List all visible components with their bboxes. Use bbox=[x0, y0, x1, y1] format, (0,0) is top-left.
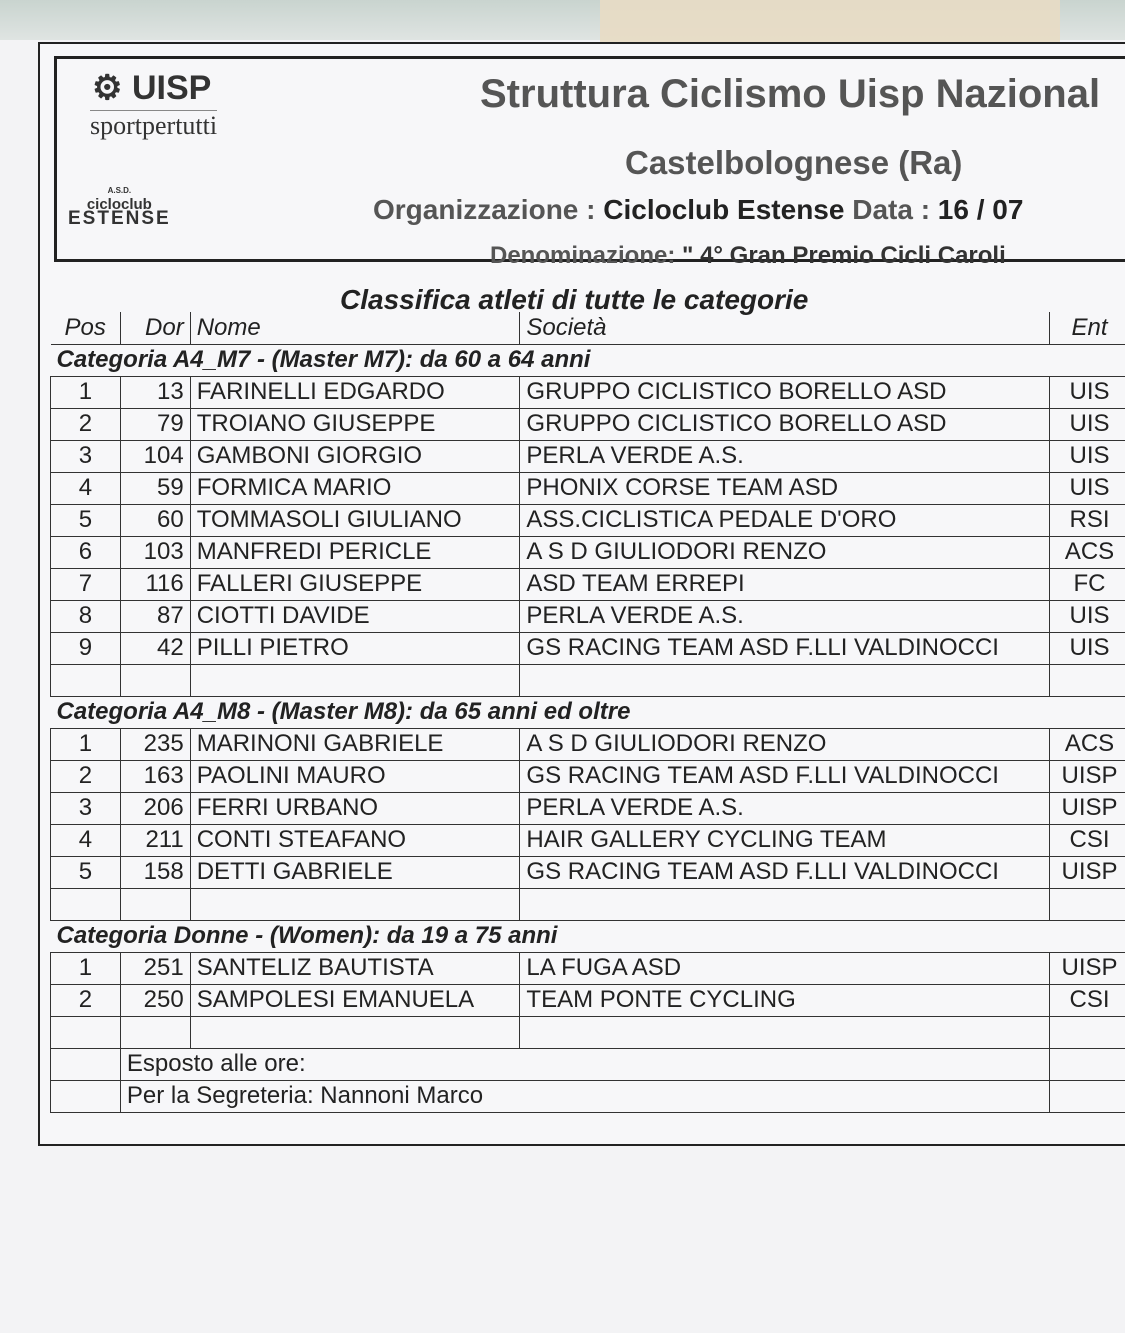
team-name: PERLA VERDE A.S. bbox=[520, 792, 1050, 824]
bib-number: 103 bbox=[120, 536, 190, 568]
team-name: ASD TEAM ERREPI bbox=[520, 568, 1050, 600]
empty-cell bbox=[1050, 1048, 1125, 1080]
bib-number: 60 bbox=[120, 504, 190, 536]
bib-number: 211 bbox=[120, 824, 190, 856]
athlete-name: SAMPOLESI EMANUELA bbox=[190, 984, 520, 1016]
empty-row bbox=[51, 664, 1125, 696]
position: 1 bbox=[51, 728, 121, 760]
empty-row bbox=[51, 1016, 1125, 1048]
team-name: ASS.CICLISTICA PEDALE D'ORO bbox=[520, 504, 1050, 536]
footer-row bbox=[51, 1080, 1125, 1112]
table-row bbox=[51, 952, 1125, 984]
team-name: PERLA VERDE A.S. bbox=[520, 600, 1050, 632]
position: 4 bbox=[51, 824, 121, 856]
athlete-name: FERRI URBANO bbox=[190, 792, 520, 824]
team-name: GS RACING TEAM ASD F.LLI VALDINOCCI bbox=[520, 632, 1050, 664]
table-row bbox=[51, 504, 1125, 536]
athlete-name: FORMICA MARIO bbox=[190, 472, 520, 504]
organization: ACS bbox=[1050, 728, 1125, 760]
organization: UISP bbox=[1050, 952, 1125, 984]
column-header-societa: Società bbox=[520, 312, 1050, 344]
column-header-ente: Ent bbox=[1050, 312, 1125, 344]
denomination-line bbox=[490, 242, 1006, 270]
doc-title: Struttura Ciclismo Uisp Nazional bbox=[480, 72, 1101, 116]
empty-cell bbox=[1050, 1080, 1125, 1112]
empty-cell bbox=[1050, 1016, 1125, 1048]
position: 7 bbox=[51, 568, 121, 600]
empty-cell bbox=[520, 888, 1050, 920]
table-row bbox=[51, 792, 1125, 824]
empty-cell bbox=[1050, 888, 1125, 920]
empty-cell bbox=[190, 664, 520, 696]
position: 3 bbox=[51, 440, 121, 472]
empty-row bbox=[51, 888, 1125, 920]
category-title: Categoria A4_M7 - (Master M7): da 60 a 64 anni bbox=[51, 344, 1125, 376]
footer-row bbox=[51, 1048, 1125, 1080]
organization: ACS bbox=[1050, 536, 1125, 568]
empty-cell bbox=[190, 888, 520, 920]
athlete-name: CONTI STEAFANO bbox=[190, 824, 520, 856]
position: 8 bbox=[51, 600, 121, 632]
position: 9 bbox=[51, 632, 121, 664]
athlete-name: PILLI PIETRO bbox=[190, 632, 520, 664]
empty-cell bbox=[51, 888, 121, 920]
table-row bbox=[51, 600, 1125, 632]
team-name: HAIR GALLERY CYCLING TEAM bbox=[520, 824, 1050, 856]
team-name: PERLA VERDE A.S. bbox=[520, 440, 1050, 472]
athlete-name: TOMMASOLI GIULIANO bbox=[190, 504, 520, 536]
table-row bbox=[51, 568, 1125, 600]
athlete-name: SANTELIZ BAUTISTA bbox=[190, 952, 520, 984]
date-value: 16 / 07 bbox=[937, 194, 1024, 225]
athlete-name: DETTI GABRIELE bbox=[190, 856, 520, 888]
athlete-name: MANFREDI PERICLE bbox=[190, 536, 520, 568]
logo-asd: A.S.D. bbox=[107, 186, 132, 195]
bib-number: 13 bbox=[120, 376, 190, 408]
position: 6 bbox=[51, 536, 121, 568]
category-row bbox=[51, 920, 1125, 952]
bib-number: 116 bbox=[120, 568, 190, 600]
uisp-logo-sub: sportpertutti bbox=[90, 111, 218, 140]
bib-number: 163 bbox=[120, 760, 190, 792]
results-sheet bbox=[38, 42, 1125, 1146]
team-name: LA FUGA ASD bbox=[520, 952, 1050, 984]
column-header-nome: Nome bbox=[190, 312, 520, 344]
empty-cell bbox=[120, 664, 190, 696]
organization: UISP bbox=[1050, 760, 1125, 792]
results-table bbox=[50, 312, 1125, 1113]
athlete-name: MARINONI GABRIELE bbox=[190, 728, 520, 760]
column-header-pos: Pos bbox=[51, 312, 121, 344]
organization: UIS bbox=[1050, 472, 1125, 504]
empty-cell bbox=[51, 664, 121, 696]
denom-value: " 4° Gran Premio Cicli Caroli bbox=[682, 242, 1006, 269]
empty-cell bbox=[51, 1080, 121, 1112]
location: Castelbolognese (Ra) bbox=[625, 144, 963, 181]
table-row bbox=[51, 824, 1125, 856]
bib-number: 235 bbox=[120, 728, 190, 760]
category-title: Categoria A4_M8 - (Master M8): da 65 anni ed oltre bbox=[51, 696, 1125, 728]
table-row bbox=[51, 440, 1125, 472]
table-header bbox=[51, 312, 1125, 344]
organization: UIS bbox=[1050, 600, 1125, 632]
position: 1 bbox=[51, 952, 121, 984]
footer-segreteria: Per la Segreteria: Nannoni Marco bbox=[120, 1080, 1049, 1112]
category-title: Categoria Donne - (Women): da 19 a 75 anni bbox=[51, 920, 1125, 952]
category-row bbox=[51, 696, 1125, 728]
organization-line bbox=[373, 194, 1023, 226]
athlete-name: FALLERI GIUSEPPE bbox=[190, 568, 520, 600]
empty-cell bbox=[190, 1016, 520, 1048]
position: 2 bbox=[51, 984, 121, 1016]
position: 2 bbox=[51, 760, 121, 792]
bib-number: 251 bbox=[120, 952, 190, 984]
table-row bbox=[51, 856, 1125, 888]
bib-number: 59 bbox=[120, 472, 190, 504]
athlete-name: PAOLINI MAURO bbox=[190, 760, 520, 792]
uisp-logo-text: UISP bbox=[131, 69, 212, 107]
organization: UISP bbox=[1050, 792, 1125, 824]
footer-esposto: Esposto alle ore: bbox=[120, 1048, 1049, 1080]
empty-cell bbox=[1050, 664, 1125, 696]
team-name: GRUPPO CICLISTICO BORELLO ASD bbox=[520, 376, 1050, 408]
bib-number: 158 bbox=[120, 856, 190, 888]
bib-number: 104 bbox=[120, 440, 190, 472]
bib-number: 206 bbox=[120, 792, 190, 824]
table-row bbox=[51, 536, 1125, 568]
position: 1 bbox=[51, 376, 121, 408]
empty-cell bbox=[520, 664, 1050, 696]
organization: UIS bbox=[1050, 408, 1125, 440]
denom-label: Denominazione: bbox=[490, 242, 676, 269]
uisp-logo: ⚙ UISP bbox=[92, 69, 212, 107]
position: 5 bbox=[51, 856, 121, 888]
classifica-title: Classifica atleti di tutte le categorie bbox=[340, 284, 809, 315]
empty-cell bbox=[120, 1016, 190, 1048]
bib-number: 42 bbox=[120, 632, 190, 664]
category-row bbox=[51, 344, 1125, 376]
organization: UIS bbox=[1050, 376, 1125, 408]
org-value: Cicloclub Estense bbox=[603, 194, 845, 225]
team-name: GRUPPO CICLISTICO BORELLO ASD bbox=[520, 408, 1050, 440]
table-row bbox=[51, 632, 1125, 664]
athlete-name: GAMBONI GIORGIO bbox=[190, 440, 520, 472]
org-label: Organizzazione : bbox=[373, 194, 596, 225]
empty-cell bbox=[520, 1016, 1050, 1048]
cicloclub-logo bbox=[68, 184, 171, 229]
position: 5 bbox=[51, 504, 121, 536]
empty-cell bbox=[51, 1048, 121, 1080]
empty-cell bbox=[51, 1016, 121, 1048]
position: 3 bbox=[51, 792, 121, 824]
position: 2 bbox=[51, 408, 121, 440]
team-name: GS RACING TEAM ASD F.LLI VALDINOCCI bbox=[520, 760, 1050, 792]
table-row bbox=[51, 408, 1125, 440]
table-row bbox=[51, 760, 1125, 792]
column-header-dor: Dor bbox=[120, 312, 190, 344]
athlete-name: TROIANO GIUSEPPE bbox=[190, 408, 520, 440]
table-row bbox=[51, 376, 1125, 408]
table-row bbox=[51, 472, 1125, 504]
organization: CSI bbox=[1050, 824, 1125, 856]
bib-number: 79 bbox=[120, 408, 190, 440]
table-row bbox=[51, 984, 1125, 1016]
table-row bbox=[51, 728, 1125, 760]
team-name: TEAM PONTE CYCLING bbox=[520, 984, 1050, 1016]
team-name: A S D GIULIODORI RENZO bbox=[520, 728, 1050, 760]
bib-number: 250 bbox=[120, 984, 190, 1016]
logo-sub: ESTENSE bbox=[68, 208, 171, 229]
organization: UIS bbox=[1050, 440, 1125, 472]
empty-cell bbox=[120, 888, 190, 920]
organization: FC bbox=[1050, 568, 1125, 600]
team-name: PHONIX CORSE TEAM ASD bbox=[520, 472, 1050, 504]
team-name: GS RACING TEAM ASD F.LLI VALDINOCCI bbox=[520, 856, 1050, 888]
organization: UIS bbox=[1050, 632, 1125, 664]
organization: RSI bbox=[1050, 504, 1125, 536]
logo-name: cicloclub bbox=[86, 196, 152, 213]
date-label: Data : bbox=[852, 194, 931, 225]
organization: UISP bbox=[1050, 856, 1125, 888]
team-name: A S D GIULIODORI RENZO bbox=[520, 536, 1050, 568]
athlete-name: CIOTTI DAVIDE bbox=[190, 600, 520, 632]
bib-number: 87 bbox=[120, 600, 190, 632]
athlete-name: FARINELLI EDGARDO bbox=[190, 376, 520, 408]
organization: CSI bbox=[1050, 984, 1125, 1016]
position: 4 bbox=[51, 472, 121, 504]
